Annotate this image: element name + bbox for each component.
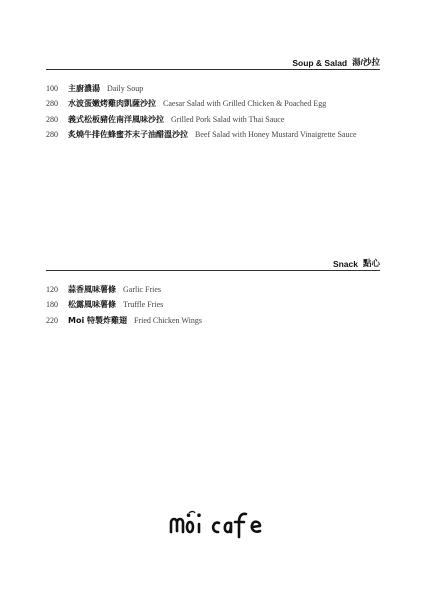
item-name-en: Daily Soup bbox=[107, 84, 144, 93]
item-name-en: Beef Salad with Honey Mustard Vinaigrette Sauce bbox=[195, 129, 357, 139]
item-price: 280 bbox=[46, 99, 58, 109]
menu-item bbox=[46, 114, 380, 129]
menu-item bbox=[46, 299, 380, 314]
section-header bbox=[46, 256, 380, 271]
item-price: 100 bbox=[46, 84, 58, 93]
item-name-en: Truffle Fries bbox=[123, 300, 164, 310]
menu-item bbox=[46, 129, 380, 144]
item-name-zh: 主廚濃湯 bbox=[68, 84, 100, 93]
item-name-zh: 水波蛋嫩烤雞肉凱薩沙拉 bbox=[68, 99, 156, 109]
item-name-en: Garlic Fries bbox=[123, 285, 161, 294]
item-price: 120 bbox=[46, 285, 58, 294]
section-title-zh: 點心 bbox=[362, 258, 380, 268]
menu-item bbox=[46, 315, 380, 330]
menu-list bbox=[46, 83, 380, 144]
item-name-zh: 義式松板豬佐南洋風味沙拉 bbox=[68, 114, 164, 124]
item-price: 220 bbox=[46, 315, 58, 325]
soup-salad-section bbox=[46, 55, 380, 144]
menu-item bbox=[46, 284, 380, 299]
item-name-en: Grilled Pork Salad with Thai Sauce bbox=[171, 114, 285, 124]
snack-section bbox=[46, 256, 380, 330]
section-title-en: Soup & Salad bbox=[292, 58, 348, 68]
menu-item bbox=[46, 83, 380, 98]
item-name-en: Caesar Salad with Grilled Chicken & Poached Egg bbox=[163, 99, 327, 109]
item-name-zh: 炙燒牛排佐蜂蜜芥末子油醋溫沙拉 bbox=[68, 129, 188, 139]
item-name-en: Fried Chicken Wings bbox=[133, 315, 202, 325]
item-name-zh: 蒜香風味薯條 bbox=[68, 285, 116, 294]
section-header bbox=[46, 55, 380, 70]
section-title-zh: 湯/沙拉 bbox=[352, 57, 380, 67]
item-price: 180 bbox=[46, 300, 58, 310]
item-name-zh: 松露風味薯條 bbox=[68, 300, 116, 310]
item-name-zh: Moi 特製炸雞翅 bbox=[68, 315, 127, 325]
menu-item bbox=[46, 98, 380, 113]
menu-list bbox=[46, 284, 380, 330]
moi-cafe-logo bbox=[167, 508, 281, 540]
item-price: 280 bbox=[46, 129, 58, 139]
item-price: 280 bbox=[46, 114, 58, 124]
section-title-en: Snack bbox=[332, 259, 358, 269]
